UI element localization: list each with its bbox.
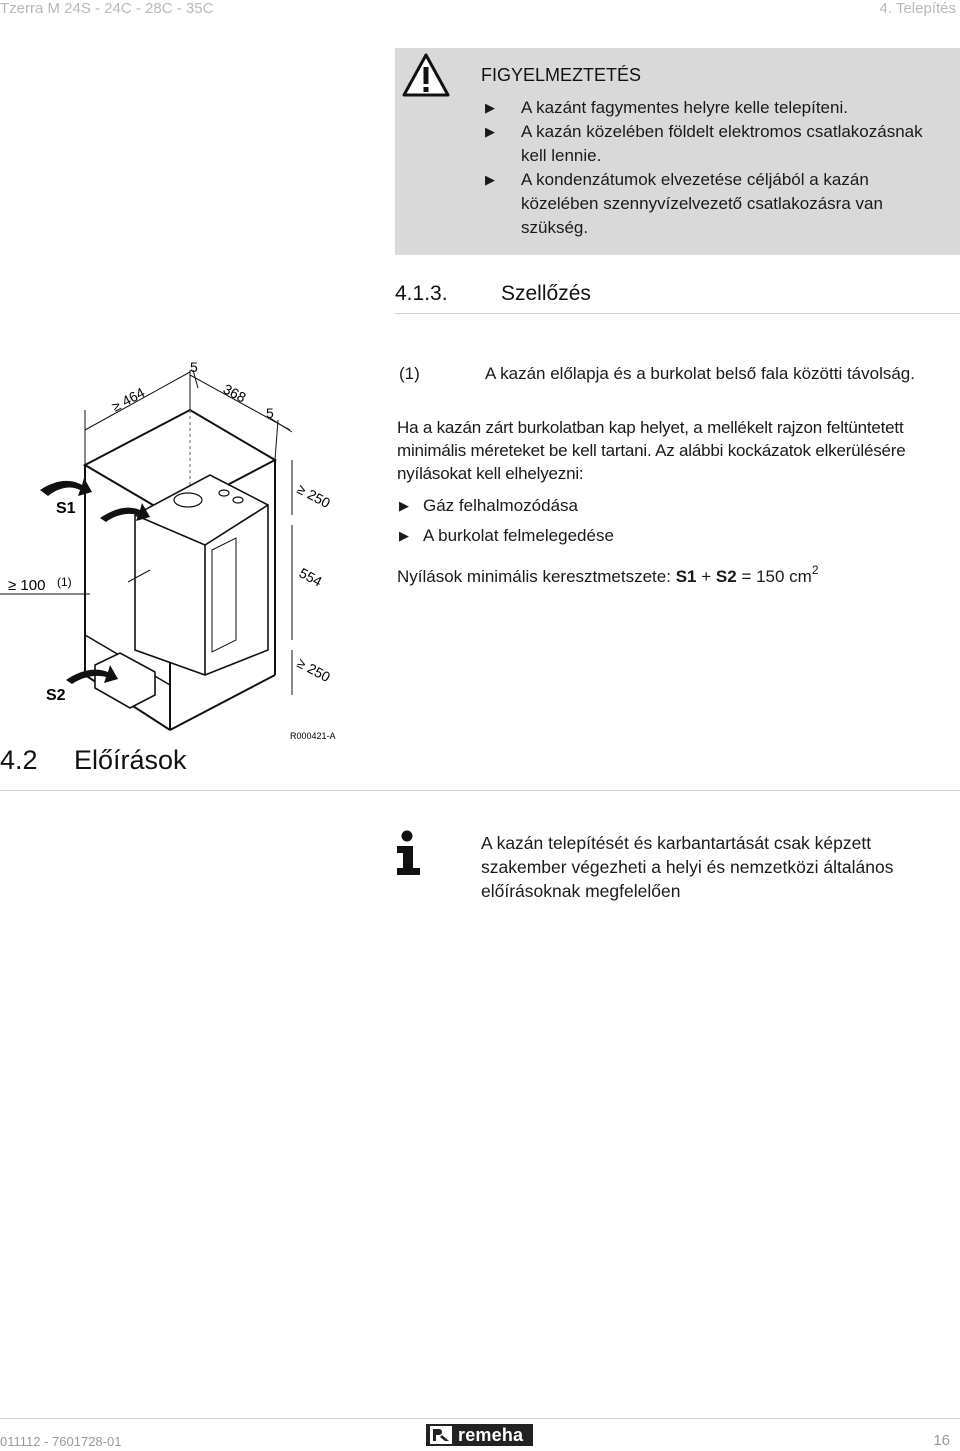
header-chapter: 4. Telepítés (879, 0, 956, 17)
arrow-right-icon: ▶ (399, 528, 409, 543)
dim-250-lower: ≥ 250 (294, 654, 333, 686)
warning-item: ▶ A kazánt fagymentes helyre kelle telepíteni. (483, 96, 943, 120)
risk-item: ▶ Gáz felhalmozódása (397, 491, 614, 521)
footer-divider (0, 1418, 960, 1419)
footer-doc-code: 011112 - 7601728-01 (0, 1434, 122, 1449)
section2-number: 4.2 (0, 745, 38, 775)
info-icon (395, 830, 423, 876)
remeha-logo-mark-icon (430, 1426, 452, 1444)
dim-100-note: (1) (57, 575, 72, 589)
section2-title: Előírások (74, 745, 187, 775)
footer-page-number: 16 (933, 1432, 950, 1449)
opening-formula: Nyílások minimális keresztmetszete: S1 + S2 = 150 $cm^2$ (397, 563, 819, 586)
risk-list (397, 491, 614, 551)
label-s2: S2 (46, 687, 66, 704)
warning-item: ▶ A kazán közelében földelt elektromos csatlakozásnak kell lennie. (485, 122, 923, 165)
info-text: A kazán telepítését és karbantartását csak képzett szakember végezheti a helyi és nemzetközi általános előírásoknak megfelelően (481, 833, 894, 901)
warning-item: ▶ A kondenzátumok elvezetése céljából a kazán közelében szennyvízelvezető csatlakozásra van szükség. (485, 170, 883, 237)
warning-list (483, 96, 943, 240)
section2-divider (0, 790, 960, 791)
note-number: (1) (399, 364, 420, 383)
section-divider (395, 313, 960, 314)
dim-250-upper: ≥ 250 (294, 480, 333, 512)
arrow-right-icon: ▶ (399, 498, 409, 513)
remeha-logo (426, 1424, 533, 1446)
arrow-right-icon: ▶ (485, 124, 495, 139)
dim-100: ≥ 100 (8, 577, 46, 594)
section-number: 4.1.3. (395, 282, 448, 305)
label-s1: S1 (56, 500, 76, 517)
dim-554: 554 (296, 564, 325, 590)
risk-item: ▶ A burkolat felmelegedése (397, 521, 614, 551)
section-title: Szellőzés (501, 282, 591, 305)
warning-title: FIGYELMEZTETÉS (481, 65, 642, 85)
dim-5-top: 5 (190, 359, 198, 375)
arrow-right-icon: ▶ (485, 172, 495, 187)
remeha-logo-text: remeha (458, 1425, 524, 1445)
figure-ref: R000421-A (290, 731, 336, 741)
header-document-title: Tzerra M 24S - 24C - 28C - 35C (0, 0, 214, 17)
dim-5-right: 5 (266, 405, 274, 421)
ventilation-paragraph: Ha a kazán zárt burkolatban kap helyet, a mellékelt rajzon feltüntetett minimális méreteket be kell tartani. Az alábbi kockázatok elkerülésére nyílásokat kell elhelyezni: (397, 418, 906, 483)
arrow-right-icon: ▶ (485, 100, 495, 115)
ventilation-diagram (0, 350, 360, 750)
warning-triangle-icon (402, 52, 450, 98)
dim-368: 368 (220, 380, 249, 406)
dim-464: ≥ 464 (108, 384, 148, 415)
note-text: A kazán előlapja és a burkolat belső fala közötti távolság. (485, 364, 915, 383)
